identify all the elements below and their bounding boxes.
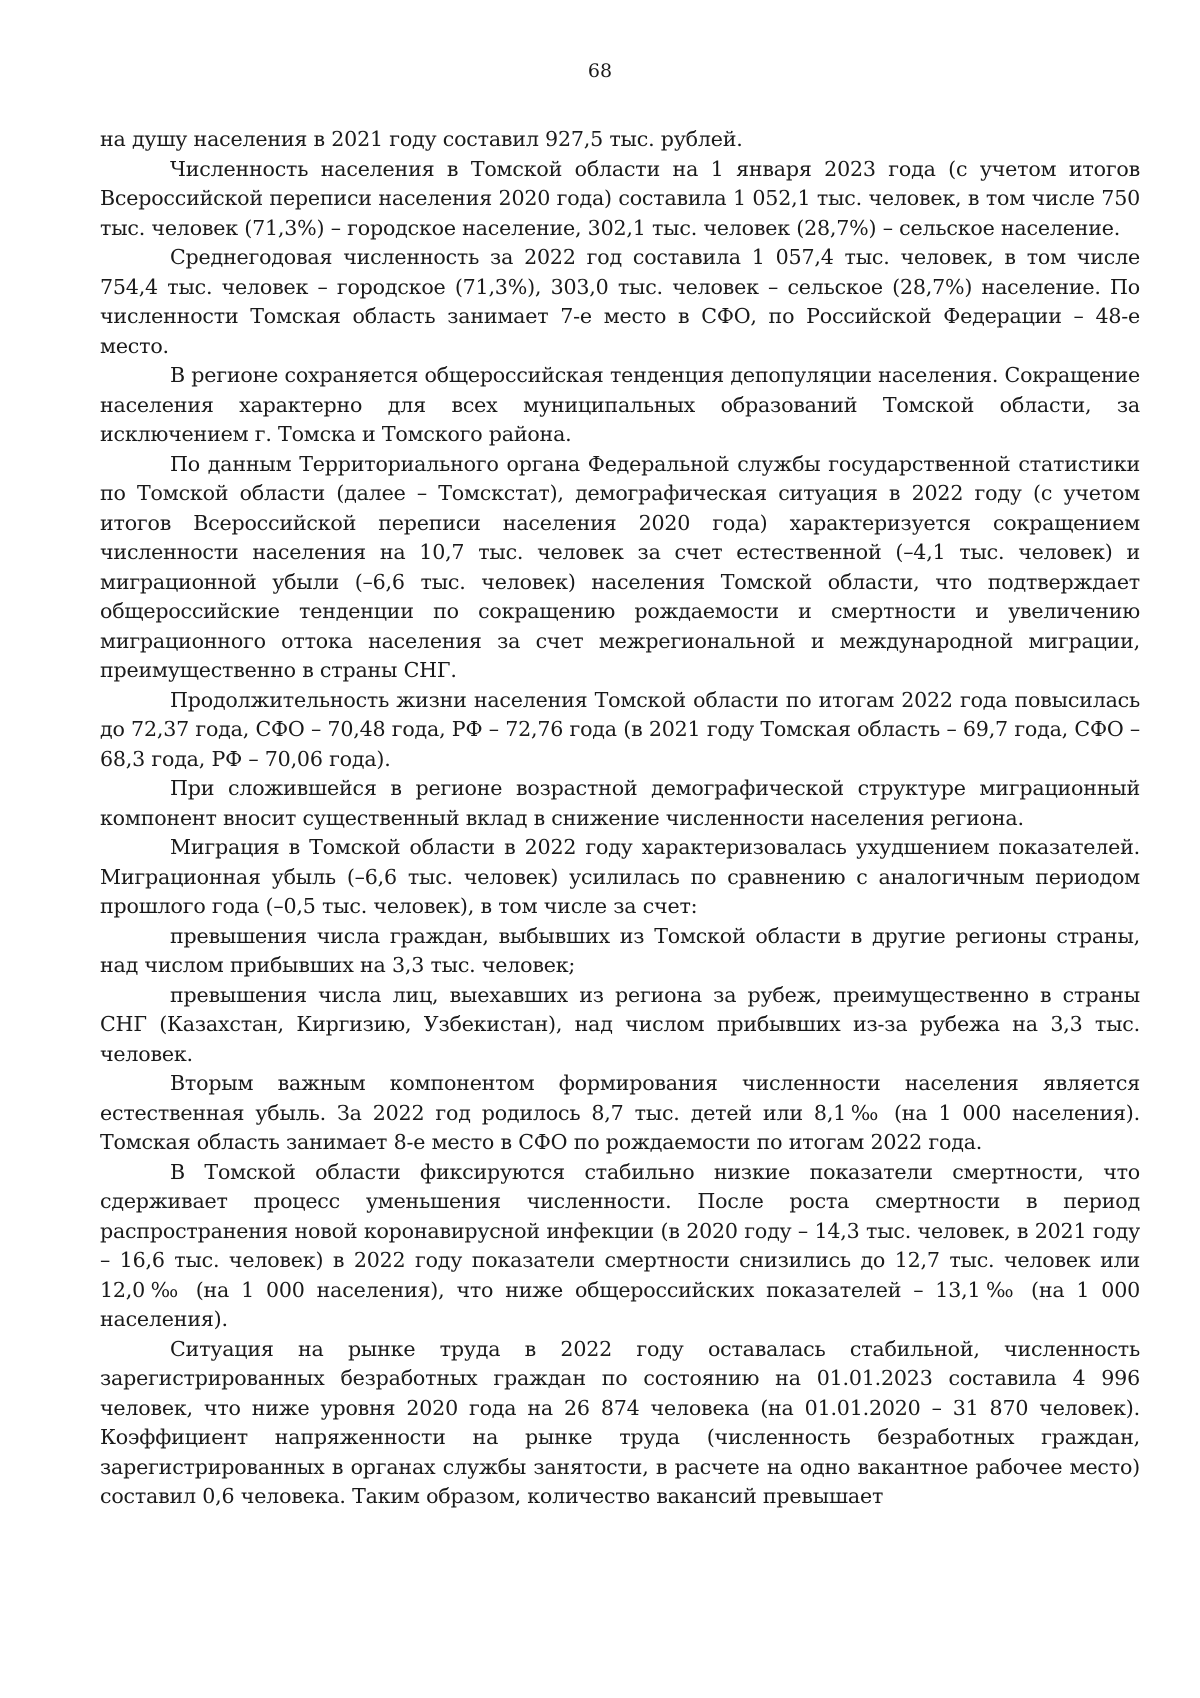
paragraph-mortality: В Томской области фиксируются стабильно низкие показатели смертности, что сдерживает процесс уменьшения численности. После роста смертности в период распространения новой коронавирусной инфекции (в 2020 году – 14,3 тыс. человек, в 2021 году – 16,6 тыс. человек) в 2022 году показатели смертности снизились до 12,7 тыс. человек или 12,0‰ (на 1 000 населения), что ниже общероссийских показателей – 13,1‰ (на 1 000 населения). (100, 1159, 1140, 1331)
paragraph-migration-component: При сложившейся в регионе возрастной демографической структуре миграционный компонент вносит существенный вклад в снижение численности населения региона. (100, 776, 1140, 830)
paragraph-average-population: Среднегодовая численность за 2022 год составила 1 057,4 тыс. человек, в том числе 754,4 тыс. человек – городское (71,3%), 303,0 тыс. человек – сельское (28,7%) население. По численности Томская область занимает 7-е место в СФО, по Российской Федерации – 48-е место. (100, 245, 1140, 358)
paragraph-migration-2022: Миграция в Томской области в 2022 году характеризовалась ухудшением показателей. Миграционная убыль (–6,6 тыс. человек) усилилась по сравнению с аналогичным периодом прошлого года (–0,5 тыс. человек), в том числе за счет: (100, 835, 1140, 918)
paragraph-labor-market: Ситуация на рынке труда в 2022 году оставалась стабильной, численность зарегистрированных безработных граждан по состоянию на 01.01.2023 составила 4 996 человек, что ниже уровня 2020 года на 26 874 человека (на 01.01.2020 – 31 870 человек). Коэффициент напряженности на рынке труда (численность безработных граждан, зарегистрированных в органах службы занятости, в расчете на одно вакантное рабочее место) составил 0,6 человека. Таким образом, количество вакансий превышает (100, 1336, 1140, 1508)
paragraph-tomskstat-data: По данным Территориального органа Федеральной службы государственной статистики по Томской области (далее – Томскстат), демографическая ситуация в 2022 году (с учетом итогов Всероссийской переписи населения 2020 года) характеризуется сокращением численности населения на 10,7 тыс. человек за счет естественной (–4,1 тыс. человек) и миграционной убыли (–6,6 тыс. человек) населения Томской области, что подтверждает общероссийские тенденции по сокращению рождаемости и смертности и увеличению миграционного оттока населения за счет межрегиональной и международной миграции, преимущественно в страны СНГ. (100, 451, 1140, 682)
page-number: 68 (587, 60, 613, 82)
paragraph-international-outflow: превышения числа лиц, выехавших из региона за рубеж, преимущественно в страны СНГ (Казахстан, Киргизию, Узбекистан), над числом прибывших из-за рубежа на 3,3 тыс. человек. (100, 982, 1140, 1066)
paragraph-continuation: на душу населения в 2021 году составил 927,5 тыс. рублей. (100, 127, 743, 151)
paragraph-population-2023: Численность населения в Томской области на 1 января 2023 года (с учетом итогов Всероссийской переписи населения 2020 года) составила 1 052,1 тыс. человек, в том числе 750 тыс. человек (71,3%) – городское население, 302,1 тыс. человек (28,7%) – сельское население. (100, 156, 1140, 240)
paragraph-natural-decline: Вторым важным компонентом формирования численности населения является естественная убыль. За 2022 год родилось 8,7 тыс. детей или 8,1‰ (на 1 000 населения). Томская область занимает 8-е место в СФО по рождаемости по итогам 2022 года. (100, 1071, 1140, 1154)
paragraph-depopulation: В регионе сохраняется общероссийская тенденция депопуляции населения. Сокращение населения характерно для всех муниципальных образований Томской области, за исключением г. Томска и Томского района. (100, 363, 1140, 446)
body-text (100, 125, 1140, 1512)
paragraph-interregional-outflow: превышения числа граждан, выбывших из Томской области в другие регионы страны, над числом прибывших на 3,3 тыс. человек; (100, 923, 1140, 977)
paragraph-life-expectancy: Продолжительность жизни населения Томской области по итогам 2022 года повысилась до 72,37 года, СФО – 70,48 года, РФ – 72,76 года (в 2021 году Томская область – 69,7 года, СФО – 68,3 года, РФ – 70,06 года). (100, 687, 1140, 771)
